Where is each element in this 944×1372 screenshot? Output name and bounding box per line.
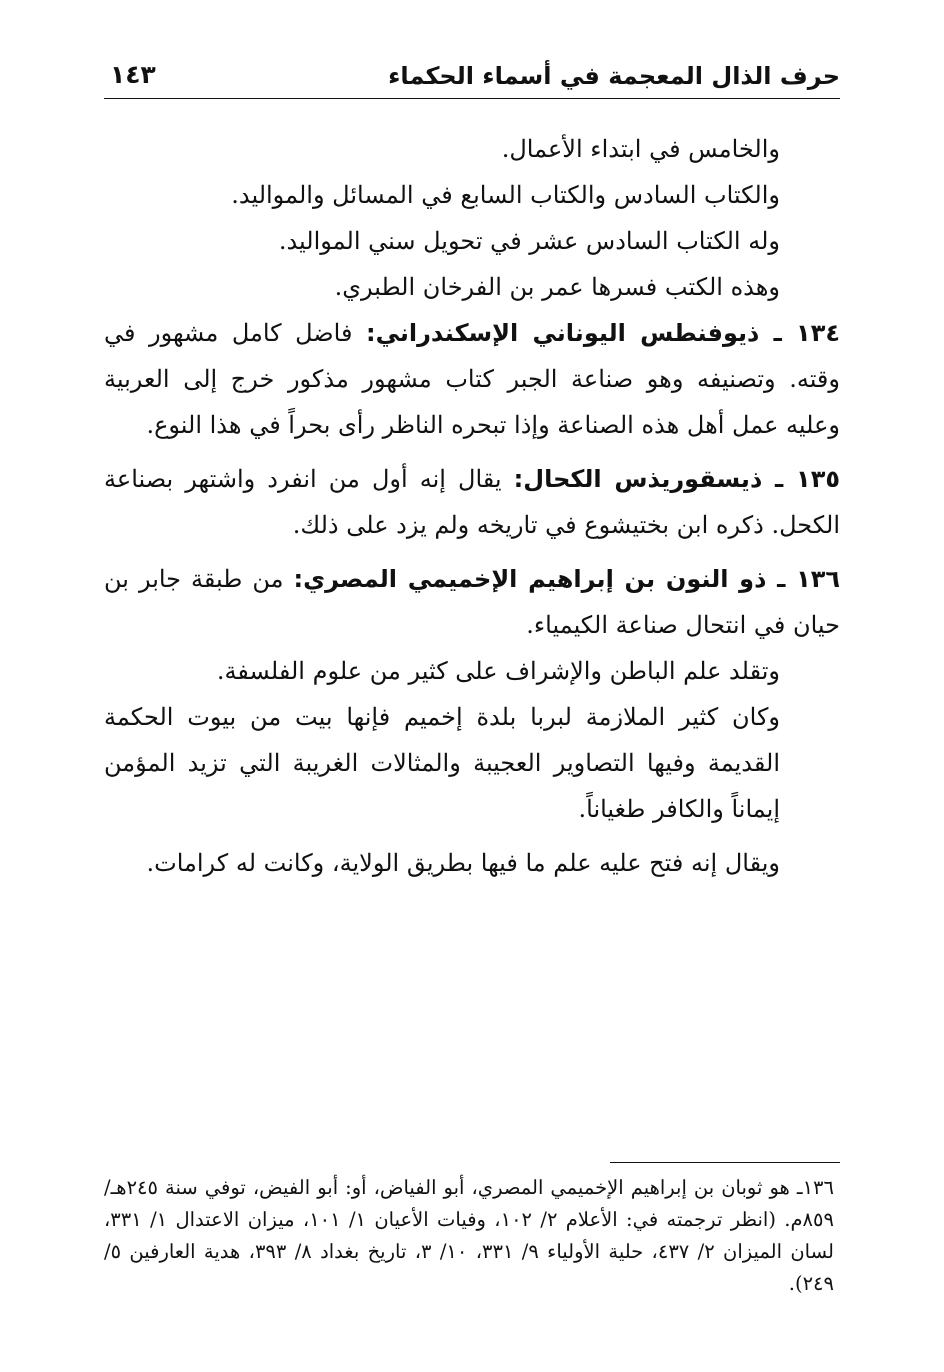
entry-135 <box>104 456 840 548</box>
paragraph: وهذه الكتب فسرها عمر بن الفرخان الطبري. <box>334 273 780 301</box>
entry-136 <box>104 556 840 648</box>
main-text <box>104 126 840 886</box>
entry-136-text: من طبقة جابر بن حيان في انتحال صناعة الكيمياء. <box>104 565 840 639</box>
footnote <box>104 1172 840 1300</box>
header-title: حرف الذال المعجمة في أسماء الحكماء <box>388 62 840 90</box>
entry-134-text: فاضل كامل مشهور في وقته. وتصنيفه وهو صناعة الجبر كتاب مشهور مذكور خرج إلى العربية وعليه عمل أهل هذه الصناعة وإذا تبحره الناظر رأى بحراً في هذا النوع. <box>104 319 840 439</box>
running-header <box>104 52 840 99</box>
page-number: ١٤٣ <box>110 60 156 89</box>
footnote-divider <box>610 1162 840 1163</box>
paragraph: وكان كثير الملازمة لبربا بلدة إخميم فإنها بيت من بيوت الحكمة القديمة وفيها التصاوير العجيبة والمثالات الغريبة التي تزيد المؤمن إيماناً والكافر طغياناً. <box>104 703 780 823</box>
paragraph: ويقال إنه فتح عليه علم ما فيها بطريق الولاية، وكانت له كرامات. <box>146 849 780 877</box>
entry-136-heading: ١٣٦ ـ ذو النون بن إبراهيم الإخميمي المصري: <box>293 565 841 593</box>
paragraph: وتقلد علم الباطن والإشراف على كثير من علوم الفلسفة. <box>216 657 780 685</box>
entry-134 <box>104 310 840 448</box>
footnote-text: ١٣٦ـ هو ثوبان بن إبراهيم الإخميمي المصري، أبو الفياض، أو: أبو الفيض، توفي سنة ٢٤٥هـ/ ٨٥٩م. (انظر ترجمته في: الأعلام ٢/ ١٠٢، وفيات الأعيان ١/ ١٠١، ميزان الاعتدال ١/ ٣٣١، لسان الميزان ٢/ ٤٣٧، حلية الأولياء ٩/ ٣٣١، ١٠/ ٣، تاريخ بغداد ٨/ ٣٩٣، هدية العارفين ٥/ ٢٤٩). <box>104 1176 834 1295</box>
entry-134-heading: ١٣٤ ـ ذيوفنطس اليوناني الإسكندراني: <box>366 319 840 347</box>
paragraph: والخامس في ابتداء الأعمال. <box>501 135 780 163</box>
paragraph: وله الكتاب السادس عشر في تحويل سني المواليد. <box>278 227 780 255</box>
entry-135-text: يقال إنه أول من انفرد واشتهر بصناعة الكحل. ذكره ابن بختيشوع في تاريخه ولم يزد على ذلك. <box>104 465 840 539</box>
entry-135-heading: ١٣٥ ـ ذيسقوريذس الكحال: <box>513 465 840 493</box>
paragraph: والكتاب السادس والكتاب السابع في المسائل والمواليد. <box>231 181 780 209</box>
